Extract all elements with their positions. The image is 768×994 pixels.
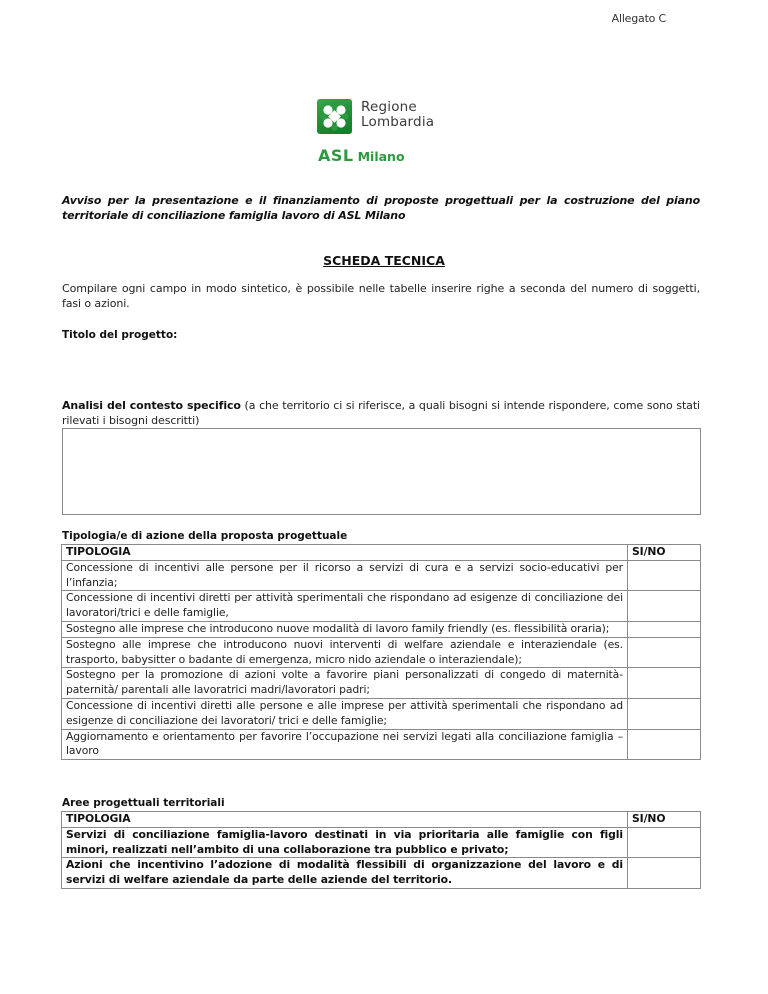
tipologia-cell: Sostegno per la promozione di azioni volte a favorire piani personalizzati di congedo di maternità-paternità/ parentali alle lavoratrici madri/lavoratori padri; [62,668,628,699]
table-row [62,729,701,760]
si-no-input-cell[interactable] [628,637,701,668]
table-row [62,637,701,668]
tipologia-cell: Sostegno alle imprese che introducono nuovi interventi di welfare aziendale e interaziendale (es. trasporto, babysitter o badante di emergenza, micro nido aziendale o interaziendale); [62,637,628,668]
tipologia-cell: Concessione di incentivi alle persone per il ricorso a servizi di cura e a servizi socio-educativi per l’infanzia; [62,560,628,591]
si-no-input-cell[interactable] [628,621,701,637]
tipologia-cell: Concessione di incentivi diretti alle persone e alle imprese per attività sperimentali che rispondano ad esigenze di conciliazione dei lavoratori/ trici e delle famiglie; [62,698,628,729]
header-si-no: SI/NO [628,545,701,561]
table-row [62,698,701,729]
tipologia-cell: Aggiornamento e orientamento per favorire l’occupazione nei servizi legati alla conciliazione famiglia – lavoro [62,729,628,760]
header-si-no: SI/NO [628,812,701,828]
si-no-input-cell[interactable] [628,560,701,591]
si-no-input-cell[interactable] [628,698,701,729]
logo-asl-city [318,146,405,165]
regione-lombardia-asl-logo [316,98,456,168]
logo-name-line1: Regione [361,99,417,115]
aree-progettuali-title: Aree progettuali territoriali [62,797,225,809]
tipologia-cell: Sostegno alle imprese che introducono nuove modalità di lavoro family friendly (es. flessibilità oraria); [62,621,628,637]
si-no-input-cell[interactable] [628,668,701,699]
table-row [62,827,701,858]
intro-instructions: Compilare ogni campo in modo sintetico, è possibile nelle tabelle inserire righe a seconda del numero di soggetti, fasi o azioni. [62,282,700,310]
si-no-input-cell[interactable] [628,858,701,889]
logo-name-line2: Lombardia [361,113,435,130]
tipologia-cell: Azioni che incentivino l’adozione di modalità flessibili di organizzazione del lavoro e di servizi di welfare aziendale da parte delle aziende del territorio. [62,858,628,889]
logo-region-name [361,100,434,129]
lombardia-rose-icon [317,99,352,134]
tipologie-azione-title: Tipologia/e di azione della proposta progettuale [62,530,348,542]
tipologie-azione-table [61,544,701,760]
header-tipologia: TIPOLOGIA [62,812,628,828]
analisi-label-bold: Analisi del contesto specifico [62,399,241,412]
table-row [62,668,701,699]
analisi-description: (a che territorio ci si riferisce, a quali bisogni si intende rispondere, come sono stati rilevati i bisogni descritti) [62,399,700,427]
table-row [62,621,701,637]
table-row [62,858,701,889]
avviso-heading: Avviso per la presentazione e il finanziamento di proposte progettuali per la costruzione del piano territoriale di conciliazione famiglia lavoro di ASL Milano [62,194,700,222]
analisi-contesto-label [62,398,700,428]
attachment-label: Allegato C [611,12,666,25]
si-no-input-cell[interactable] [628,591,701,622]
tipologia-cell: Concessione di incentivi diretti per attività sperimentali che rispondano ad esigenze di conciliazione dei lavoratori/trici e delle famiglie, [62,591,628,622]
aree-progettuali-table [61,811,701,889]
table-header-row [62,812,701,828]
table-header-row [62,545,701,561]
logo-city: Milano [357,149,405,164]
si-no-input-cell[interactable] [628,729,701,760]
header-tipologia: TIPOLOGIA [62,545,628,561]
si-no-input-cell[interactable] [628,827,701,858]
table-row [62,591,701,622]
titolo-progetto-label: Titolo del progetto: [62,329,178,341]
page-title: SCHEDA TECNICA [323,253,445,268]
table-row [62,560,701,591]
tipologia-cell: Servizi di conciliazione famiglia-lavoro destinati in via prioritaria alle famiglie con figli minori, realizzati nell’ambito di una collaborazione tra pubblico e privato; [62,827,628,858]
analisi-contesto-input-box[interactable] [62,428,701,515]
logo-asl: ASL [318,146,354,165]
